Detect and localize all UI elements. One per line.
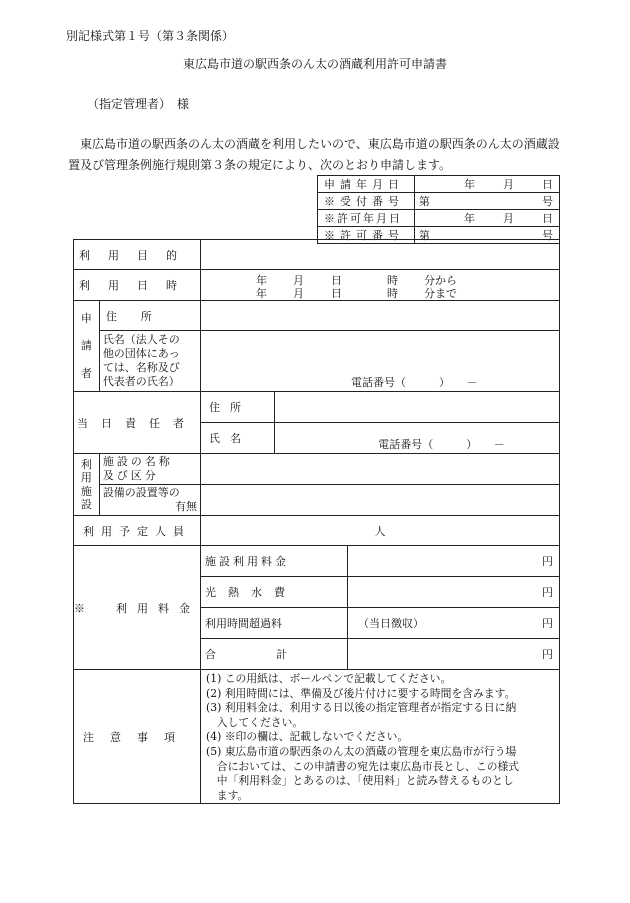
permit-number-label: ※許可番号 [318, 227, 415, 244]
responsible-name-field[interactable] [275, 423, 560, 454]
form-number: 別記様式第１号（第３条関係） [66, 29, 235, 43]
facility-name-line: 施設の名称 [102, 455, 173, 468]
applicant-char: 者 [80, 366, 92, 380]
reception-number-label: ※受付番号 [318, 193, 415, 210]
hour-label: 時 [387, 274, 398, 287]
hour-label: 時 [387, 287, 398, 300]
addressee: （指定管理者） 様 [87, 97, 190, 111]
applicant-address-field[interactable] [201, 301, 560, 331]
name-label-line: 代表者の氏名） [102, 375, 180, 388]
fee-row-label: 施設利用料金 [201, 546, 348, 577]
fee-row-field[interactable] [348, 608, 560, 639]
applicant-label [74, 301, 100, 392]
until-label: 分まで [424, 287, 457, 300]
day-label: 日 [542, 178, 553, 191]
facility-name-line: 及び区分 [102, 469, 159, 482]
fee-row-label: 光熱水費 [201, 577, 348, 608]
year-label: 年 [464, 212, 475, 225]
fee-row-note: （当日徴収） [358, 617, 424, 630]
facility-name-label [99, 454, 200, 485]
yen-unit: 円 [542, 586, 553, 599]
equipment-line: 設備の設置等の [102, 486, 180, 499]
responsible-address-label: 住所 [201, 392, 275, 423]
equipment-field[interactable] [201, 485, 560, 516]
fee-row-field[interactable] [348, 577, 560, 608]
yen-unit: 円 [542, 648, 553, 661]
name-label-line: 他の団体にあっ [102, 347, 180, 360]
month-label: 月 [293, 287, 304, 300]
permit-date-field[interactable] [414, 210, 559, 227]
name-label-line: ては、名称及び [102, 361, 180, 374]
note-line: 入してください。 [206, 715, 304, 729]
note-line: (4) ※印の欄は、記載しないでください。 [206, 730, 409, 744]
attendees-unit: 人 [374, 524, 386, 538]
application-date-label: 申請年月日 [318, 176, 415, 193]
note-line: ます。 [206, 788, 249, 802]
month-label: 月 [503, 212, 514, 225]
datetime-field[interactable] [201, 270, 560, 301]
yen-unit: 円 [542, 617, 553, 630]
page-title: 東広島市道の駅西条のん太の酒蔵利用許可申請書 [182, 57, 447, 71]
note-line: 中「利用料金」とあるのは、「使用料」と読み替えるものとし [206, 774, 514, 788]
notes-label: 注意事項 [74, 670, 201, 804]
applicant-phone: 電話番号（ ） － [351, 376, 478, 389]
equipment-label [99, 485, 200, 516]
permit-date-label: ※許可年月日 [318, 210, 415, 227]
fee-row-field[interactable] [348, 546, 560, 577]
responsible-phone: 電話番号（ ） － [378, 438, 505, 451]
note-line: 合においては、この申請書の宛先は東広島市長とし、この様式 [206, 759, 520, 773]
number-suffix: 号 [542, 229, 553, 242]
datetime-label: 利用日時 [74, 270, 201, 301]
applicant-address-label: 住所 [99, 301, 200, 331]
reception-number-field[interactable] [414, 193, 559, 210]
facility-char: 利 [80, 458, 92, 472]
intro-line-2: 置及び管理条例施行規則第３条の規定により、次のとおり申請します。 [68, 158, 452, 172]
number-prefix: 第 [418, 195, 430, 208]
responsible-label: 当日責任者 [74, 392, 201, 454]
fee-row-label: 利用時間超過料 [201, 608, 348, 639]
day-label: 日 [331, 287, 342, 300]
year-label: 年 [256, 274, 267, 287]
attendees-label: 利用予定人員 [74, 516, 201, 546]
number-prefix: 第 [418, 229, 430, 242]
purpose-label: 利用目的 [74, 240, 201, 270]
purpose-field[interactable] [201, 240, 560, 270]
applicant-char: 請 [80, 339, 92, 353]
intro-line-1: 東広島市道の駅西条のん太の酒蔵を利用したいので、東広島市道の駅西条のん太の酒蔵設 [80, 137, 560, 151]
attendees-field[interactable] [201, 516, 560, 546]
receipt-table [317, 175, 560, 244]
note-line: (3) 利用料金は、利用する日以後の指定管理者が指定する日に納 [206, 701, 517, 715]
name-label-line: 氏名（法人その [102, 333, 180, 346]
responsible-address-field[interactable] [275, 392, 560, 423]
number-suffix: 号 [542, 195, 553, 208]
year-label: 年 [464, 178, 475, 191]
day-label: 日 [331, 274, 342, 287]
note-line: (2) 利用時間には、準備及び後片付けに要する時間を含みます。 [206, 686, 516, 700]
month-label: 月 [293, 274, 304, 287]
month-label: 月 [503, 178, 514, 191]
year-label: 年 [256, 287, 267, 300]
facility-char: 設 [80, 497, 92, 511]
responsible-name-label: 氏名 [201, 423, 275, 454]
note-line: (1) この用紙は、ボールペンで記載してください。 [206, 672, 452, 685]
main-form-table [73, 239, 560, 804]
application-date-field[interactable] [414, 176, 559, 193]
yen-unit: 円 [542, 555, 553, 568]
facility-char: 用 [80, 471, 92, 485]
facility-label [74, 454, 100, 516]
facility-char: 施 [80, 484, 92, 498]
applicant-name-field[interactable] [201, 331, 560, 392]
applicant-char: 申 [80, 312, 92, 326]
fee-row-label: 合計 [201, 639, 348, 670]
day-label: 日 [542, 212, 553, 225]
facility-name-field[interactable] [201, 454, 560, 485]
fee-row-field[interactable] [348, 639, 560, 670]
note-line: (5) 東広島市道の駅西条のん太の酒蔵の管理を東広島市が行う場 [206, 744, 517, 758]
equipment-line: 有無 [175, 500, 197, 513]
from-label: 分から [424, 274, 457, 287]
notes-content [201, 670, 560, 804]
fee-label: ※ 利用料金 [74, 546, 201, 670]
applicant-name-label [99, 331, 200, 392]
